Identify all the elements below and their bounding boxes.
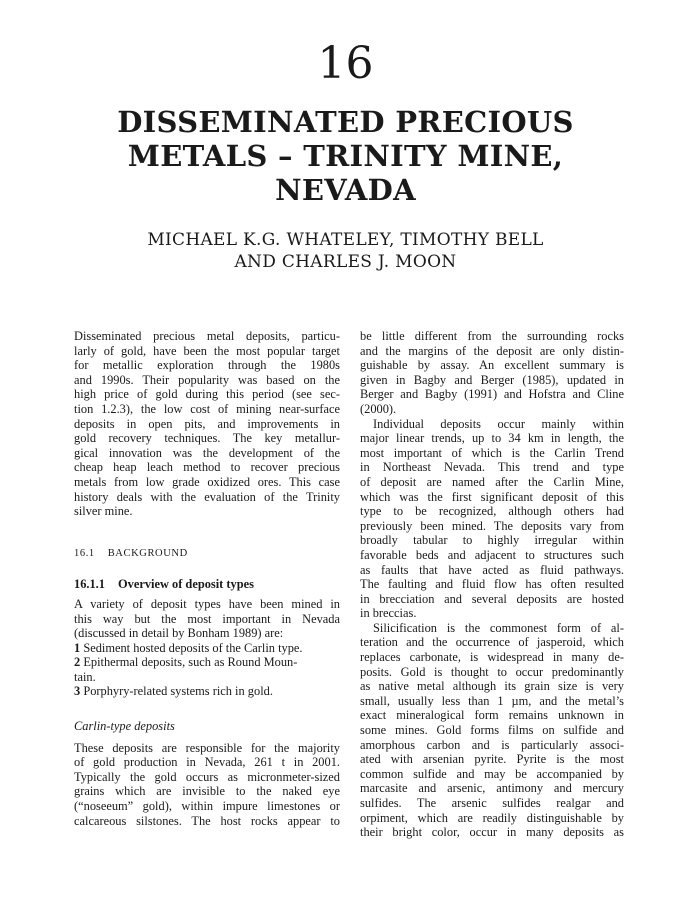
text-line: previously been mined. The deposits vary from [360,518,624,533]
text-line: Disseminated precious metal deposits, particu- [74,329,340,343]
list-item-text: Porphyry-related systems rich in gold. [83,684,273,699]
list-item-continuation: tain. [74,669,96,684]
chapter-title-line: METALS – TRINITY MINE, [127,139,564,173]
text-line: amorphous carbon and is particularly associ- [360,737,624,752]
text-line: orpiment, which are readily distinguishable by [360,810,624,825]
left-text-column [74,329,340,828]
text-line: favorable beds and adjacent to structures such [360,547,624,562]
text-line: be little different from the surrounding rocks [360,329,624,343]
chapter-title-line: NEVADA [275,173,416,207]
text-line: and the margins of the deposit are only distin- [360,343,624,358]
text-line: small, usually less than 1 µm, and the metal’s [360,693,624,708]
subsection-number: 16.1.1 [74,577,105,592]
section-number: 16.1 [74,547,95,559]
text-line: and 1990s. Their popularity was based on the [74,372,340,387]
text-line: gical innovation was the development of the [74,445,340,460]
text-line: sulfides. The arsenic sulfides realgar and [360,796,624,810]
text-line: in breccias. [360,606,417,621]
text-line: broadly tabular to highly irregular within [360,533,624,548]
authors-line: MICHAEL K.G. WHATELEY, TIMOTHY BELL [147,230,544,250]
text-line: in brecciation and several deposits are hosted [360,591,624,606]
text-line: exact mineralogical form remains unknown in [360,708,624,723]
text-line: larly of gold, have been the most popular target [74,343,340,358]
text-line: posits. Gold is thought to occur predominantly [360,664,624,679]
text-line: tion 1.2.3), the low cost of mining near-surface [74,401,340,416]
text-line: some mines. Gold forms films on sulfide and [360,723,624,738]
text-line: which was the first significant deposit of this [360,489,624,504]
section-heading [74,547,340,562]
text-line: metals from low grade oxidized ores. This case [74,474,340,489]
text-line: as faults that have acted as fluid pathways. [360,562,624,577]
text-line: teration and the occurrence of jasperoid, which [360,635,624,650]
list-item [74,655,340,670]
chapter-title-line: DISSEMINATED PRECIOUS [117,105,574,139]
text-line: Berger and Bagby (1991) and Hofstra and Cline [360,387,624,402]
text-line: (“noseeum” gold), within impure limestones or [74,799,340,814]
text-line: guishable by assay. An excellent summary is [360,358,624,373]
list-item-text: Sediment hosted deposits of the Carlin type. [83,640,303,655]
section-title: BACKGROUND [107,547,188,559]
text-line: These deposits are responsible for the majority [74,740,340,755]
list-item [74,684,340,699]
text-line: in Northeast Nevada. This trend and type [360,460,624,475]
text-line: common sulfide and may be accompanied by [360,766,624,781]
carlin-paragraph [74,741,340,829]
text-line: calcareous silstones. The host rocks appear to [74,813,340,828]
text-line: Typically the gold occurs as micronmeter-sized [74,769,340,784]
text-line: type to be recognized, although others had [360,504,624,519]
list-item [74,641,340,656]
text-line: (discussed in detail by Bonham 1989) are: [74,626,284,641]
text-line: given in Bagby and Berger (1985), updated in [360,372,624,387]
text-line: (2000). [360,401,397,416]
text-line: for metallic exploration through the 1980s [74,358,340,373]
text-line: grains which are invisible to the naked eye [74,784,340,799]
text-line: most important of which is the Carlin Trend [360,445,624,460]
chapter-number: 16 [317,38,374,89]
text-line: The faulting and fluid flow has often resulted [360,577,624,592]
text-line: gold recovery techniques. The key metallur- [74,431,340,446]
text-line: cheap heap leach method to recover precious [74,460,340,475]
text-line: replaces carbonate, is widespread in many de- [360,650,624,665]
text-line: Individual deposits occur mainly within [373,416,624,431]
subsection-title: Overview of deposit types [118,577,254,592]
intro-paragraph [74,329,340,519]
chapter-authors [60,229,631,273]
chapter-title [60,105,631,207]
text-line: this way but the most important in Nevada [74,611,340,626]
paragraph [360,417,624,621]
text-line: as native metal although its grain size is very [360,679,624,694]
overview-paragraph [74,597,340,641]
text-line: ated with arsenian pyrite. Pyrite is the most [360,752,624,767]
list-item-text: Epithermal deposits, such as Round Moun- [83,655,298,670]
text-line: deposits in open pits, and improvements in [74,416,340,431]
text-line: their bright color, occur in many deposits as [360,825,624,840]
text-line: A variety of deposit types have been mined in [74,596,340,611]
list-item-number: 2 [74,655,81,670]
text-line: major linear trends, up to 34 km in length, the [360,431,624,446]
text-line: silver mine. [74,504,133,519]
list-item-number: 3 [74,684,81,699]
text-line: Silicification is the commonest form of al- [373,620,624,635]
text-line: of gold production in Nevada, 261 t in 2001. [74,755,340,770]
deposit-type-list [74,641,340,699]
paragraph [360,329,624,417]
authors-line: AND CHARLES J. MOON [234,252,457,272]
text-line: high price of gold during this period (see sec- [74,387,340,402]
text-line: history deals with the evaluation of the Trinity [74,489,340,504]
text-line: marcasite and arsenic, antimony and mercury [360,781,624,796]
list-item-number: 1 [74,640,81,655]
paragraph [360,621,624,840]
carlin-type-heading: Carlin-type deposits [74,719,175,734]
right-text-column [360,329,624,840]
text-line: of deposit are named after the Carlin Mine, [360,474,624,489]
subsection-heading [74,577,340,592]
